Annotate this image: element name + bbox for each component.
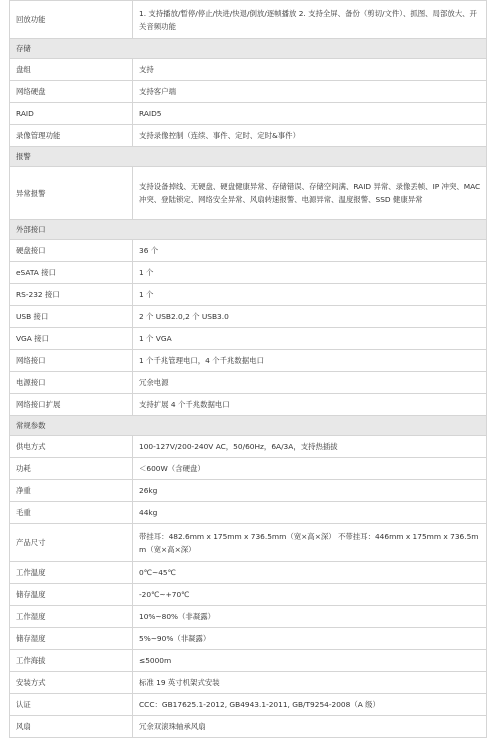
spec-value: 1 个 [133, 284, 487, 306]
spec-label: 工作海拔 [10, 650, 133, 672]
spec-value: 冗余电源 [133, 372, 487, 394]
spec-row [10, 480, 487, 502]
spec-label: 回放功能 [10, 1, 133, 39]
spec-row [10, 694, 487, 716]
spec-label: 网络接口扩展 [10, 394, 133, 416]
spec-value: 1 个 VGA [133, 328, 487, 350]
spec-row [10, 394, 487, 416]
spec-row [10, 328, 487, 350]
spec-value: 2 个 USB2.0,2 个 USB3.0 [133, 306, 487, 328]
spec-row [10, 458, 487, 480]
spec-row [10, 1, 487, 39]
spec-label: 储存湿度 [10, 628, 133, 650]
spec-label: VGA 接口 [10, 328, 133, 350]
section-title: 存储 [10, 39, 487, 59]
spec-row [10, 103, 487, 125]
spec-row [10, 628, 487, 650]
spec-value: 10%~80%（非凝露） [133, 606, 487, 628]
spec-row [10, 524, 487, 562]
spec-label: 异常报警 [10, 167, 133, 220]
spec-label: 盘组 [10, 59, 133, 81]
spec-row [10, 59, 487, 81]
spec-value: 100-127V/200-240V AC，50/60Hz，6A/3A，支持热插拔 [133, 436, 487, 458]
spec-row [10, 562, 487, 584]
spec-value: 支持录像控制（连续、事件、定时、定时&事件） [133, 125, 487, 147]
spec-row [10, 502, 487, 524]
spec-label: 储存温度 [10, 584, 133, 606]
spec-row [10, 584, 487, 606]
spec-row [10, 716, 487, 738]
spec-value: ≤5000m [133, 650, 487, 672]
spec-label: 网络硬盘 [10, 81, 133, 103]
spec-row [10, 125, 487, 147]
spec-value: 1 个千兆管理电口，4 个千兆数据电口 [133, 350, 487, 372]
spec-value: RAID5 [133, 103, 487, 125]
section-title: 报警 [10, 147, 487, 167]
spec-value: 1 个 [133, 262, 487, 284]
spec-label: 硬盘接口 [10, 240, 133, 262]
spec-value: 带挂耳：482.6mm x 175mm x 736.5mm（宽×高×深） 不带挂耳：446mm x 175mm x 736.5mm（宽×高×深） [133, 524, 487, 562]
spec-label: RAID [10, 103, 133, 125]
spec-label: 安装方式 [10, 672, 133, 694]
section-header-row [10, 147, 487, 167]
spec-label: 网络接口 [10, 350, 133, 372]
spec-row [10, 306, 487, 328]
spec-label: 风扇 [10, 716, 133, 738]
spec-table-body [10, 1, 487, 738]
spec-label: 供电方式 [10, 436, 133, 458]
spec-label: 产品尺寸 [10, 524, 133, 562]
spec-row [10, 350, 487, 372]
spec-label: 工作温度 [10, 562, 133, 584]
spec-value: 1. 支持播放/暂停/停止/快进/快退/倒放/逐帧播放 2. 支持全屏、备份（剪切/文件）、抓图、局部放大、开关音频功能 [133, 1, 487, 39]
spec-value: 冗余双滚珠轴承风扇 [133, 716, 487, 738]
spec-value: 支持扩展 4 个千兆数据电口 [133, 394, 487, 416]
spec-table-container [9, 0, 487, 738]
spec-label: 电源接口 [10, 372, 133, 394]
spec-value: 44kg [133, 502, 487, 524]
spec-value: 支持客户端 [133, 81, 487, 103]
spec-row [10, 81, 487, 103]
spec-row [10, 372, 487, 394]
spec-row [10, 262, 487, 284]
spec-label: 毛重 [10, 502, 133, 524]
spec-row [10, 436, 487, 458]
spec-value: ＜600W（含硬盘） [133, 458, 487, 480]
spec-row [10, 650, 487, 672]
spec-table [9, 0, 487, 738]
spec-row [10, 284, 487, 306]
spec-label: eSATA 接口 [10, 262, 133, 284]
spec-value: -20℃~+70℃ [133, 584, 487, 606]
spec-row [10, 606, 487, 628]
spec-value: 支持设备掉线、无硬盘、硬盘健康异常、存储错误、存储空间满、RAID 异常、录像丢帧、IP 冲突、MAC 冲突、登陆锁定、网络安全异常、风扇转速报警、电源异常、温度报警、SSD 健康异常 [133, 167, 487, 220]
section-header-row [10, 39, 487, 59]
spec-value: CCC：GB17625.1-2012, GB4943.1-2011, GB/T9254-2008（A 级） [133, 694, 487, 716]
section-header-row [10, 416, 487, 436]
spec-value: 5%~90%（非凝露） [133, 628, 487, 650]
spec-value: 支持 [133, 59, 487, 81]
section-title: 常规参数 [10, 416, 487, 436]
spec-label: 净重 [10, 480, 133, 502]
section-title: 外部接口 [10, 220, 487, 240]
spec-label: 认证 [10, 694, 133, 716]
section-header-row [10, 220, 487, 240]
spec-label: USB 接口 [10, 306, 133, 328]
spec-row [10, 240, 487, 262]
spec-row [10, 672, 487, 694]
spec-label: 功耗 [10, 458, 133, 480]
spec-value: 0℃~45℃ [133, 562, 487, 584]
spec-value: 36 个 [133, 240, 487, 262]
spec-label: 工作湿度 [10, 606, 133, 628]
spec-label: 录像管理功能 [10, 125, 133, 147]
spec-value: 标准 19 英寸机架式安装 [133, 672, 487, 694]
spec-row [10, 167, 487, 220]
spec-label: RS-232 接口 [10, 284, 133, 306]
spec-value: 26kg [133, 480, 487, 502]
